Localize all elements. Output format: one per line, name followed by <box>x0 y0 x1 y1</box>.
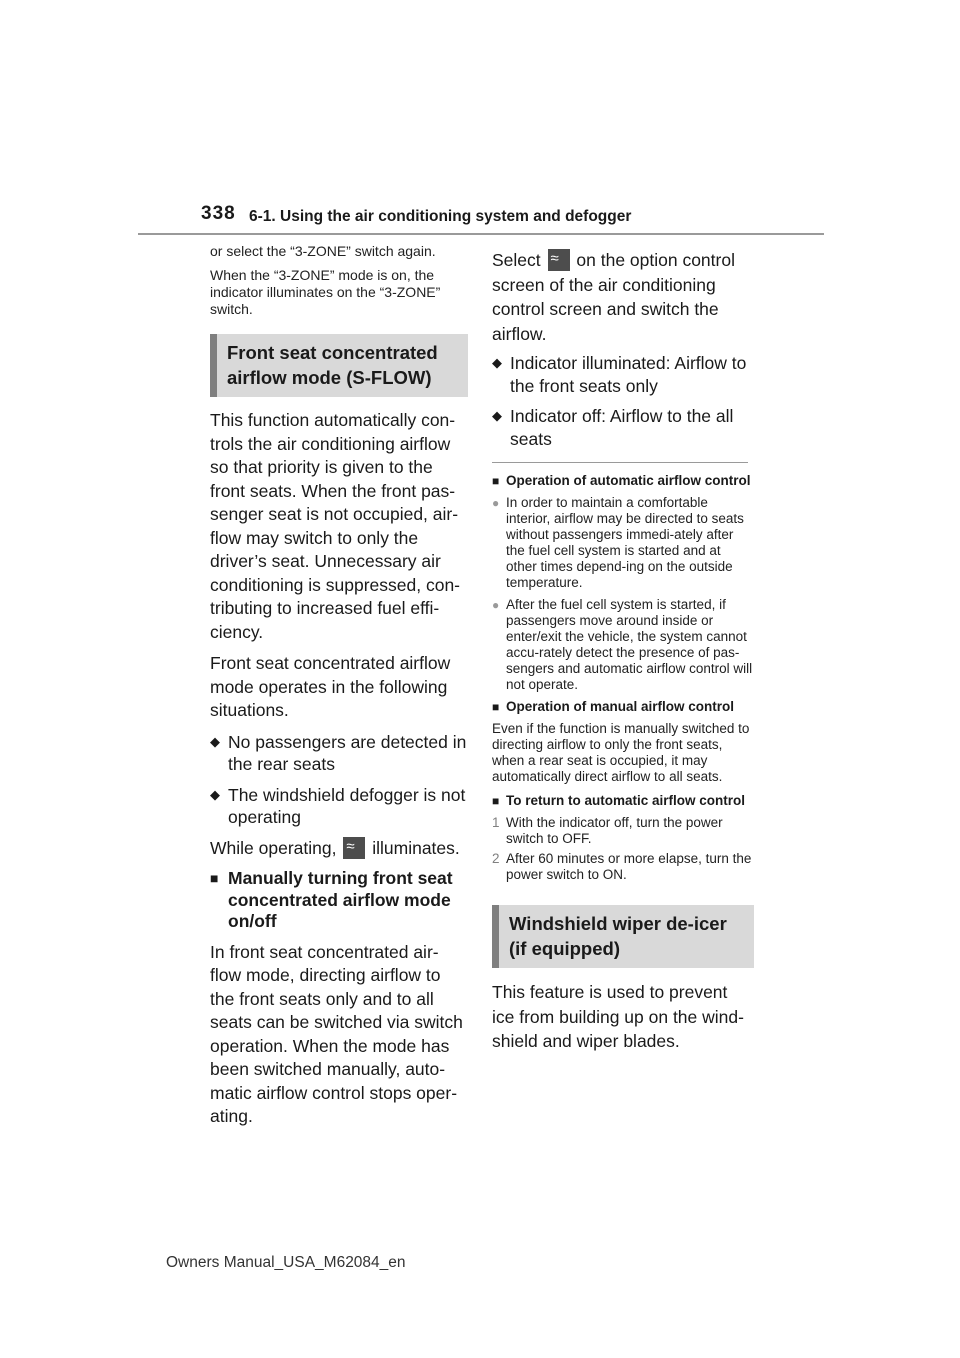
dot-bullet-icon: ● <box>492 598 500 612</box>
page-number: 338 <box>201 203 236 224</box>
square-bullet-icon: ■ <box>210 870 219 886</box>
sflow-description: This function automatically con-trols the air conditioning airflow so that priority is given to the front seats. When the front pas-senger seat is not occupied, air-flow may switch to only the driver’s seat. Unnecessary air conditioning is suppressed, con-tributing to increased fuel effi-ciency. <box>210 410 461 642</box>
step-text: With the indicator off, turn the power switch to OFF. <box>506 815 723 846</box>
page-header <box>0 0 960 240</box>
list-item-text: No passengers are detected in the rear seats <box>228 731 467 774</box>
square-bullet-icon: ■ <box>492 794 500 808</box>
step-text: After 60 minutes or more elapse, turn the power switch to ON. <box>506 851 752 882</box>
section-heading-deicer: Windshield wiper de-icer (if equipped) <box>492 905 754 968</box>
diamond-bullet-icon: ◆ <box>210 733 220 749</box>
list-item <box>492 352 754 397</box>
note-heading-text: To return to automatic airflow control <box>506 793 746 808</box>
note-item-text: In order to maintain a comfortable interior, airflow may be directed to seats without passengers immedi-ately after the fuel cell system is started and at other times depend-ing on the outside temperature. <box>506 495 744 590</box>
list-item-text: The windshield defogger is not operating <box>228 784 466 827</box>
note-item-text: After the fuel cell system is started, if passengers move around inside or enter/exit the vehicle, the system cannot accu-rately detect the presence of pas-sengers and automatic airflow control will not operate. <box>506 597 753 692</box>
header-divider <box>138 233 824 235</box>
operating-indicator-text <box>210 837 468 861</box>
list-item <box>210 731 468 776</box>
list-item <box>492 405 754 450</box>
select-text-before: Select <box>492 250 541 270</box>
diamond-bullet-icon: ◆ <box>492 408 502 423</box>
note-item <box>492 495 754 591</box>
diamond-bullet-icon: ◆ <box>492 355 502 370</box>
step-number: 1 <box>492 815 500 830</box>
right-column <box>492 248 754 1060</box>
note-heading <box>492 793 754 809</box>
step-number: 2 <box>492 851 500 866</box>
note-heading-text: Operation of manual airflow control <box>506 699 735 714</box>
dot-bullet-icon: ● <box>492 496 500 510</box>
note-heading <box>492 699 754 715</box>
notes-divider <box>492 462 748 463</box>
step-item <box>492 851 754 883</box>
intro-text-2: When the “3-ZONE” mode is on, the indicator illuminates on the “3-ZONE” switch. <box>210 267 441 317</box>
left-column <box>210 243 468 1137</box>
subheading-manual-toggle <box>210 868 468 933</box>
square-bullet-icon: ■ <box>492 700 500 714</box>
select-text-after: on the option control screen of the air conditioning control screen and switch the airflow. <box>492 250 735 344</box>
intro-text-1: or select the “3-ZONE” switch again. <box>210 243 436 259</box>
note-text: Even if the function is manually switched to directing airflow to only the front seats, when a rear seat is occupied, it may automatically direct airflow to all seats. <box>492 721 750 784</box>
operating-text-before: While operating, <box>210 837 337 858</box>
square-bullet-icon: ■ <box>492 474 500 488</box>
section-heading-sflow: Front seat concentrated airflow mode (S-FLOW) <box>210 334 468 397</box>
sflow-situations-intro: Front seat concentrated airflow mode operates in the following situations. <box>210 653 451 720</box>
deicer-description: This feature is used to prevent ice from building up on the wind-shield and wiper blades. <box>492 982 744 1051</box>
note-item <box>492 597 754 693</box>
select-instruction <box>492 248 754 346</box>
sflow-indicator-icon <box>343 837 365 859</box>
subheading-text: Manually turning front seat concentrated airflow mode on/off <box>228 868 453 931</box>
list-item <box>210 784 468 829</box>
list-item-text: Indicator illuminated: Airflow to the front seats only <box>510 353 747 396</box>
operating-text-after: illuminates. <box>372 837 460 858</box>
note-heading-text: Operation of automatic airflow control <box>506 473 751 488</box>
step-item <box>492 815 754 847</box>
note-heading <box>492 473 754 489</box>
sflow-option-icon <box>548 249 570 271</box>
page-footer: Owners Manual_USA_M62084_en <box>166 1254 406 1271</box>
section-title: 6-1. Using the air conditioning system and defogger <box>249 208 632 225</box>
list-item-text: Indicator off: Airflow to the all seats <box>510 406 734 449</box>
manual-toggle-description: In front seat concentrated air-flow mode, directing airflow to the front seats only and to all seats can be switched via switch operation. When the mode has been switched manually, auto-matic airflow control stops oper-ating. <box>210 941 463 1126</box>
diamond-bullet-icon: ◆ <box>210 786 220 802</box>
